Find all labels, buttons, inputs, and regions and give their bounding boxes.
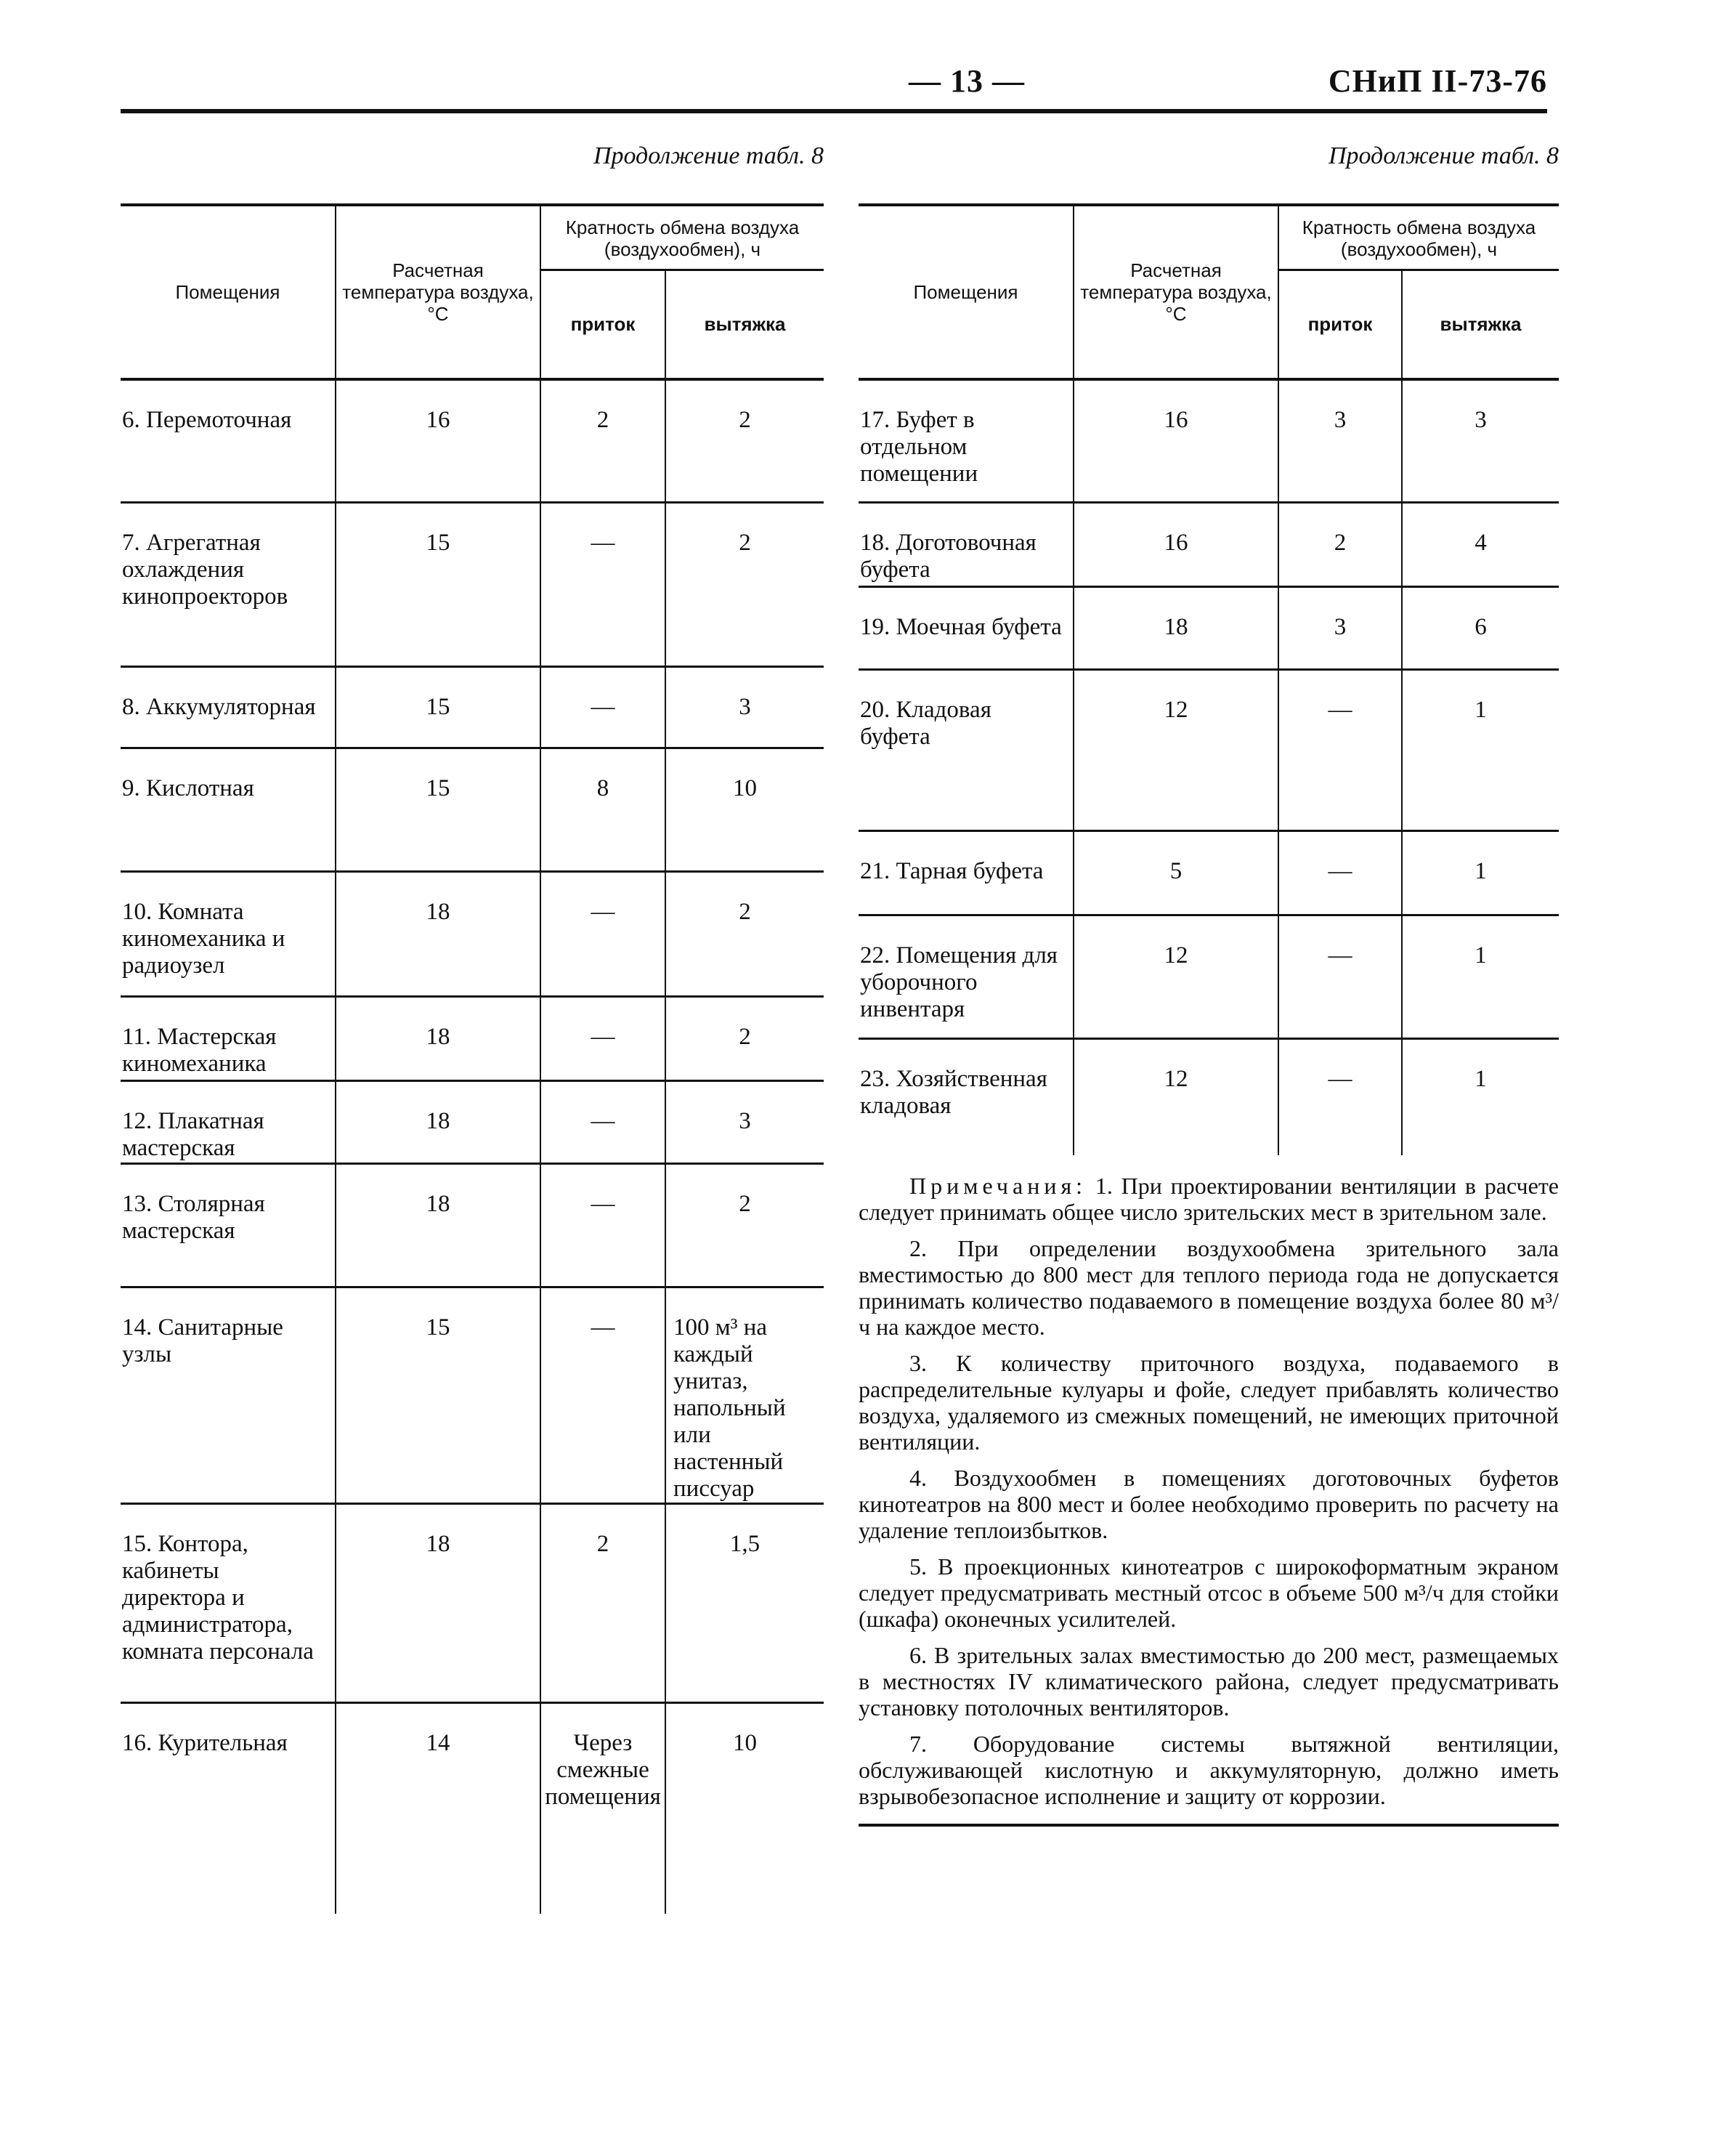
header-supply: приток [540, 270, 665, 379]
header-room: Помещения [859, 205, 1074, 379]
temperature-value: 15 [336, 748, 540, 872]
supply-value: — [540, 872, 665, 997]
left-column [121, 138, 824, 1914]
notes-end-rule [859, 1824, 1559, 1827]
room-name: 22. Помещения для уборочного инвентаря [859, 915, 1074, 1039]
room-name: 14. Санитарные узлы [121, 1287, 336, 1504]
table-row [859, 379, 1559, 503]
table-row [121, 379, 824, 503]
temperature-value: 16 [1074, 503, 1278, 587]
note-text: 1. При проектировании вентиляции в расчете следует принимать общее число зрительских мест в зрительном зале. [859, 1172, 1559, 1225]
notes-section [859, 1173, 1559, 1827]
header-room: Помещения [121, 205, 336, 379]
table-row [859, 1039, 1559, 1155]
supply-value: 2 [1278, 503, 1402, 587]
supply-value: — [540, 1081, 665, 1164]
exhaust-value: 6 [1402, 587, 1559, 670]
supply-value: — [540, 1164, 665, 1287]
note-item: 3. К количеству приточного воздуха, подаваемого в распределительные кулуары и фойе, следует прибавлять количество воздуха, удаляемого из смежных помещений, не имеющих приточной вентиляции. [859, 1349, 1559, 1455]
temperature-value: 12 [1074, 915, 1278, 1039]
header-temperature: Расчетная температура воздуха, °С [336, 205, 540, 379]
exhaust-value: 3 [665, 667, 824, 748]
supply-value: — [1278, 670, 1402, 831]
table-row [121, 503, 824, 667]
room-name: 12. Плакатная мастерская [121, 1081, 336, 1164]
supply-value: 2 [540, 379, 665, 503]
supply-value: 8 [540, 748, 665, 872]
note-item: 2. При определении воздухообмена зрительного зала вместимостью до 800 мест для теплого периода года не допускается принимать количество подаваемого в помещение воздуха более 80 м³/ч на каждое место. [859, 1234, 1559, 1340]
temperature-value: 15 [336, 503, 540, 667]
room-name: 15. Контора, кабинеты директора и администратора, комната персонала [121, 1504, 336, 1703]
supply-value: Через смежные помещения [540, 1703, 665, 1914]
exhaust-value: 4 [1402, 503, 1559, 587]
exhaust-value: 3 [665, 1081, 824, 1164]
room-name: 16. Курительная [121, 1703, 336, 1914]
running-header [121, 62, 1547, 102]
table-row [121, 667, 824, 748]
room-name: 7. Агрегатная охлаждения кинопроекторов [121, 503, 336, 667]
page-number: — 13 — [909, 63, 1025, 99]
exhaust-value: 1 [1402, 831, 1559, 915]
supply-value: 2 [540, 1504, 665, 1703]
table-row [859, 503, 1559, 587]
exhaust-value: 1,5 [665, 1504, 824, 1703]
document-code: СНиП II-73-76 [1328, 63, 1547, 99]
exhaust-value: 10 [665, 748, 824, 872]
table-row [859, 670, 1559, 831]
temperature-value: 18 [336, 1081, 540, 1164]
table-row [121, 1164, 824, 1287]
exhaust-value: 1 [1402, 670, 1559, 831]
table-row [121, 997, 824, 1081]
continuation-label: Продолжение табл. 8 [1328, 142, 1559, 169]
temperature-value: 14 [336, 1703, 540, 1914]
note-item: 4. Воздухообмен в помещениях доготовочных буфетов кинотеатров на 800 мест и более необходимо проверить по расчету на удаление теплоизбытков. [859, 1464, 1559, 1543]
table-row [121, 1703, 824, 1914]
table-row [121, 1081, 824, 1164]
exhaust-value: 10 [733, 1730, 757, 1756]
supply-value: — [1278, 831, 1402, 915]
temperature-value: 15 [336, 1287, 540, 1504]
temperature-value: 16 [336, 379, 540, 503]
temperature-value: 18 [336, 1504, 540, 1703]
exhaust-value: 2 [665, 379, 824, 503]
notes-title: Примечания: [909, 1172, 1087, 1199]
temperature-value: 16 [1074, 379, 1278, 503]
temperature-value: 12 [1074, 1039, 1278, 1155]
temperature-value: 18 [1074, 587, 1278, 670]
room-name: 9. Кислотная [121, 748, 336, 872]
exhaust-value: 2 [665, 997, 824, 1081]
table-row [859, 587, 1559, 670]
exhaust-value: 1 [1475, 1066, 1487, 1092]
table-row [859, 831, 1559, 915]
note-item: 7. Оборудование системы вытяжной вентиляции, обслуживающей кислотную и аккумуляторную, должно иметь взрывобезопасное исполнение и защиту от коррозии. [859, 1730, 1559, 1809]
supply-value: — [1278, 1039, 1402, 1155]
temperature-value: 15 [336, 667, 540, 748]
temperature-value: 18 [336, 1164, 540, 1287]
exhaust-value: 2 [665, 872, 824, 997]
note-item: 5. В проекционных кинотеатров с широкоформатным экраном следует предусматривать местный отсос в объеме 500 м³/ч для стойки (шкафа) оконечных усилителей. [859, 1553, 1559, 1632]
table-header [859, 205, 1559, 379]
supply-value: — [540, 667, 665, 748]
room-name: 21. Тарная буфета [859, 831, 1074, 915]
supply-value: — [540, 1287, 665, 1504]
room-name: 11. Мастерская киномеханика [121, 997, 336, 1081]
temperature-value: 12 [1074, 670, 1278, 831]
table-row [121, 748, 824, 872]
header-exhaust: вытяжка [1402, 270, 1559, 379]
table-row [121, 1504, 824, 1703]
temperature-value: 18 [336, 872, 540, 997]
room-name: 18. Доготовочная буфета [859, 503, 1074, 587]
room-name: 13. Столярная мастерская [121, 1164, 336, 1287]
header-exhaust: вытяжка [665, 270, 824, 379]
room-name: 10. Комната киномеханика и радиоузел [121, 872, 336, 997]
temperature-value: 18 [336, 997, 540, 1081]
note-item: 6. В зрительных залах вместимостью до 200 мест, размещаемых в местностях IV климатического района, следует предусматривать установку потолочных вентиляторов. [859, 1641, 1559, 1721]
continuation-label: Продолжение табл. 8 [593, 142, 824, 169]
table-header [121, 205, 824, 379]
ventilation-table-right [859, 203, 1559, 1155]
room-name: 19. Моечная буфета [859, 587, 1074, 670]
room-name: 6. Перемоточная [121, 379, 336, 503]
room-name: 8. Аккумуляторная [121, 667, 336, 748]
room-name: 20. Кладовая буфета [859, 670, 1074, 831]
table-row [859, 915, 1559, 1039]
ventilation-table-left [121, 203, 824, 1914]
header-air-exchange: Кратность обмена воздуха (воздухообмен), ч [540, 205, 824, 270]
exhaust-value: 2 [665, 1164, 824, 1287]
exhaust-value: 2 [665, 503, 824, 667]
exhaust-value: 3 [1402, 379, 1559, 503]
supply-value: — [1278, 915, 1402, 1039]
supply-value: 3 [1278, 379, 1402, 503]
exhaust-value: 1 [1402, 915, 1559, 1039]
room-name: 17. Буфет в отдельном помещении [859, 379, 1074, 503]
note-item [859, 1173, 1559, 1225]
room-name: 23. Хозяйственная кладовая [859, 1039, 1074, 1155]
right-column [859, 138, 1559, 1827]
supply-value: 3 [1278, 587, 1402, 670]
header-rule [121, 109, 1547, 113]
header-air-exchange: Кратность обмена воздуха (воздухообмен), ч [1278, 205, 1559, 270]
header-temperature: Расчетная температура воздуха, °С [1074, 205, 1278, 379]
table-row [121, 872, 824, 997]
supply-value: — [540, 503, 665, 667]
supply-value: — [540, 997, 665, 1081]
header-supply: приток [1278, 270, 1402, 379]
exhaust-value: 100 м³ на каждый унитаз, напольный или настенный писсуар [665, 1287, 824, 1504]
table-row [121, 1287, 824, 1504]
temperature-value: 5 [1074, 831, 1278, 915]
